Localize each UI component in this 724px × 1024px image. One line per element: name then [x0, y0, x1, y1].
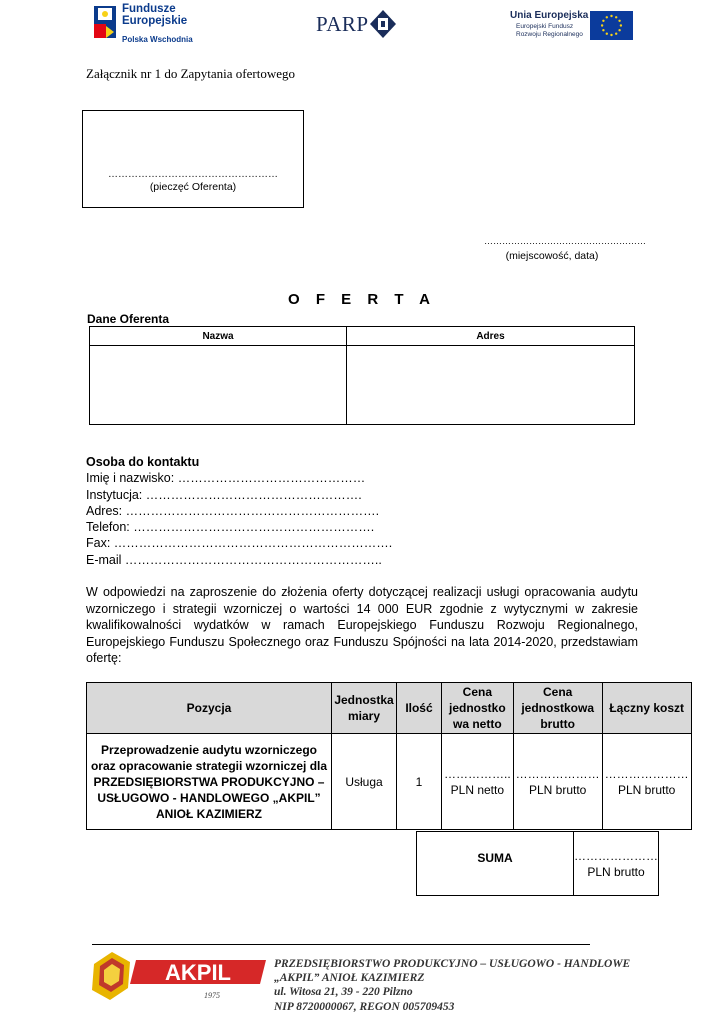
ue-logo-sub2: Rozwoju Regionalnego: [516, 31, 583, 38]
ue-logo-sub1: Europejski Fundusz: [516, 23, 574, 30]
contact-institution-line: Instytucja: …………………………………………….: [86, 487, 362, 502]
fe-logo-sub: Polska Wschodnia: [122, 35, 193, 44]
akpil-logo-year: 1975: [204, 991, 220, 1000]
eu-flag-icon: [590, 11, 633, 40]
sum-label: SUMA: [417, 832, 574, 896]
akpil-logo-text: AKPIL: [165, 960, 231, 985]
col-pozycja: Pozycja: [87, 683, 332, 734]
contact-email-line: E-mail ……………………………………………………..: [86, 552, 382, 567]
row-laczny-unit: PLN brutto: [617, 782, 676, 797]
contact-address-line: Adres: …………………………………………………….: [86, 503, 380, 518]
ue-logo-title: Unia Europejska: [510, 10, 589, 21]
sum-unit: PLN brutto: [587, 864, 645, 879]
col-jednostka: Jednostka miary: [332, 683, 397, 734]
parp-logo-text: PARP: [316, 12, 369, 36]
place-date-label: (miejscowość, data): [505, 250, 599, 262]
fe-logo-line2: Europejskie: [122, 15, 188, 27]
attachment-title: Załącznik nr 1 do Zapytania ofertowego: [86, 66, 295, 81]
fundusze-europejskie-logo: [92, 2, 212, 46]
footer-line-3: ul. Witosa 21, 39 - 220 Pilzno: [274, 986, 413, 999]
row-laczny-koszt[interactable]: [602, 734, 691, 830]
row-cena-netto[interactable]: [442, 734, 514, 830]
row-cena-netto-unit: PLN netto: [450, 782, 505, 797]
col-ilosc: Ilość: [397, 683, 442, 734]
stamp-dots: ……………………………………………: [108, 169, 278, 180]
row-jednostka: Usługa: [332, 734, 397, 830]
fe-logo-line1: Fundusze: [122, 3, 176, 15]
bidder-heading: Dane Oferenta: [87, 312, 170, 326]
document-title: O F E R T A: [288, 291, 436, 308]
footer-divider: [92, 944, 590, 945]
sum-dots: …………………: [574, 848, 658, 863]
bidder-name-cell[interactable]: [90, 346, 347, 425]
contact-section: [86, 454, 392, 568]
akpil-emblem-icon: [92, 952, 130, 1000]
row-cena-brutto-dots: …………………: [515, 767, 600, 781]
sum-value[interactable]: [574, 832, 659, 896]
parp-icon: [370, 10, 396, 38]
stamp-label: (pieczęć Oferenta): [149, 181, 237, 193]
contact-phone-line: Telefon: ………………………………………………….: [86, 520, 375, 535]
col-cena-netto: Cena jednostko wa netto: [442, 683, 514, 734]
bidder-col-name: Nazwa: [90, 327, 347, 346]
col-laczny-koszt: Łączny koszt: [602, 683, 691, 734]
contact-fax-line: Fax: ………………………………………………………….: [86, 536, 393, 551]
row-pozycja: Przeprowadzenie audytu wzorniczego oraz opracowanie strategii wzorniczej dla PRZEDSIĘBIORSTWA PRODUKCYJNO – USŁUGOWO - HANDLOWEGO „AKPIL” ANIOŁ KAZIMIERZ: [87, 734, 332, 830]
row-cena-netto-dots: ……………..: [444, 766, 511, 781]
unia-europejska-logo: [510, 10, 635, 40]
place-date-dots: ………………………………………………: [484, 236, 646, 246]
footer-line-4: NIP 8720000067, REGON 005709453: [274, 1000, 455, 1013]
parp-logo: [316, 10, 400, 40]
footer-line-1: PRZEDSIĘBIORSTWO PRODUKCYJNO – USŁUGOWO - HANDLOWE: [274, 958, 631, 970]
bidder-address-cell[interactable]: [347, 346, 635, 425]
akpil-logo: [90, 948, 270, 1004]
fe-flag-icon: [92, 2, 118, 42]
col-cena-brutto: Cena jednostkowa brutto: [513, 683, 602, 734]
contact-name-line: Imię i nazwisko: ………………………………………: [86, 471, 366, 486]
bidder-table: [89, 326, 635, 425]
contact-heading: Osoba do kontaktu: [86, 455, 200, 469]
row-cena-brutto-unit: PLN brutto: [528, 783, 587, 797]
sum-table: [416, 831, 659, 896]
footer-company-info: [274, 957, 630, 1014]
row-ilosc: 1: [397, 734, 442, 830]
stamp-box: [82, 110, 304, 208]
bidder-col-address: Adres: [347, 327, 635, 346]
table-row: [87, 734, 692, 830]
row-laczny-dots: …………………: [604, 766, 689, 781]
offer-paragraph: W odpowiedzi na zaproszenie do złożenia oferty dotyczącej realizacji usługi opracowania audytu wzorniczego i strategii wzorniczej o wartości 14 000 EUR zgodnie z wytycznymi w zakresie kwalifikowalności wydatków w ramach Europejskiego Funduszu Rozwoju Regionalnego, Europejskiego Funduszu Społecznego oraz Funduszu Spójności na lata 2014-2020, przedstawiam ofertę:: [86, 585, 638, 665]
row-cena-brutto[interactable]: [513, 734, 602, 830]
offer-table: [86, 682, 692, 830]
footer-line-2: „AKPIL” ANIOŁ KAZIMIERZ: [274, 972, 425, 985]
